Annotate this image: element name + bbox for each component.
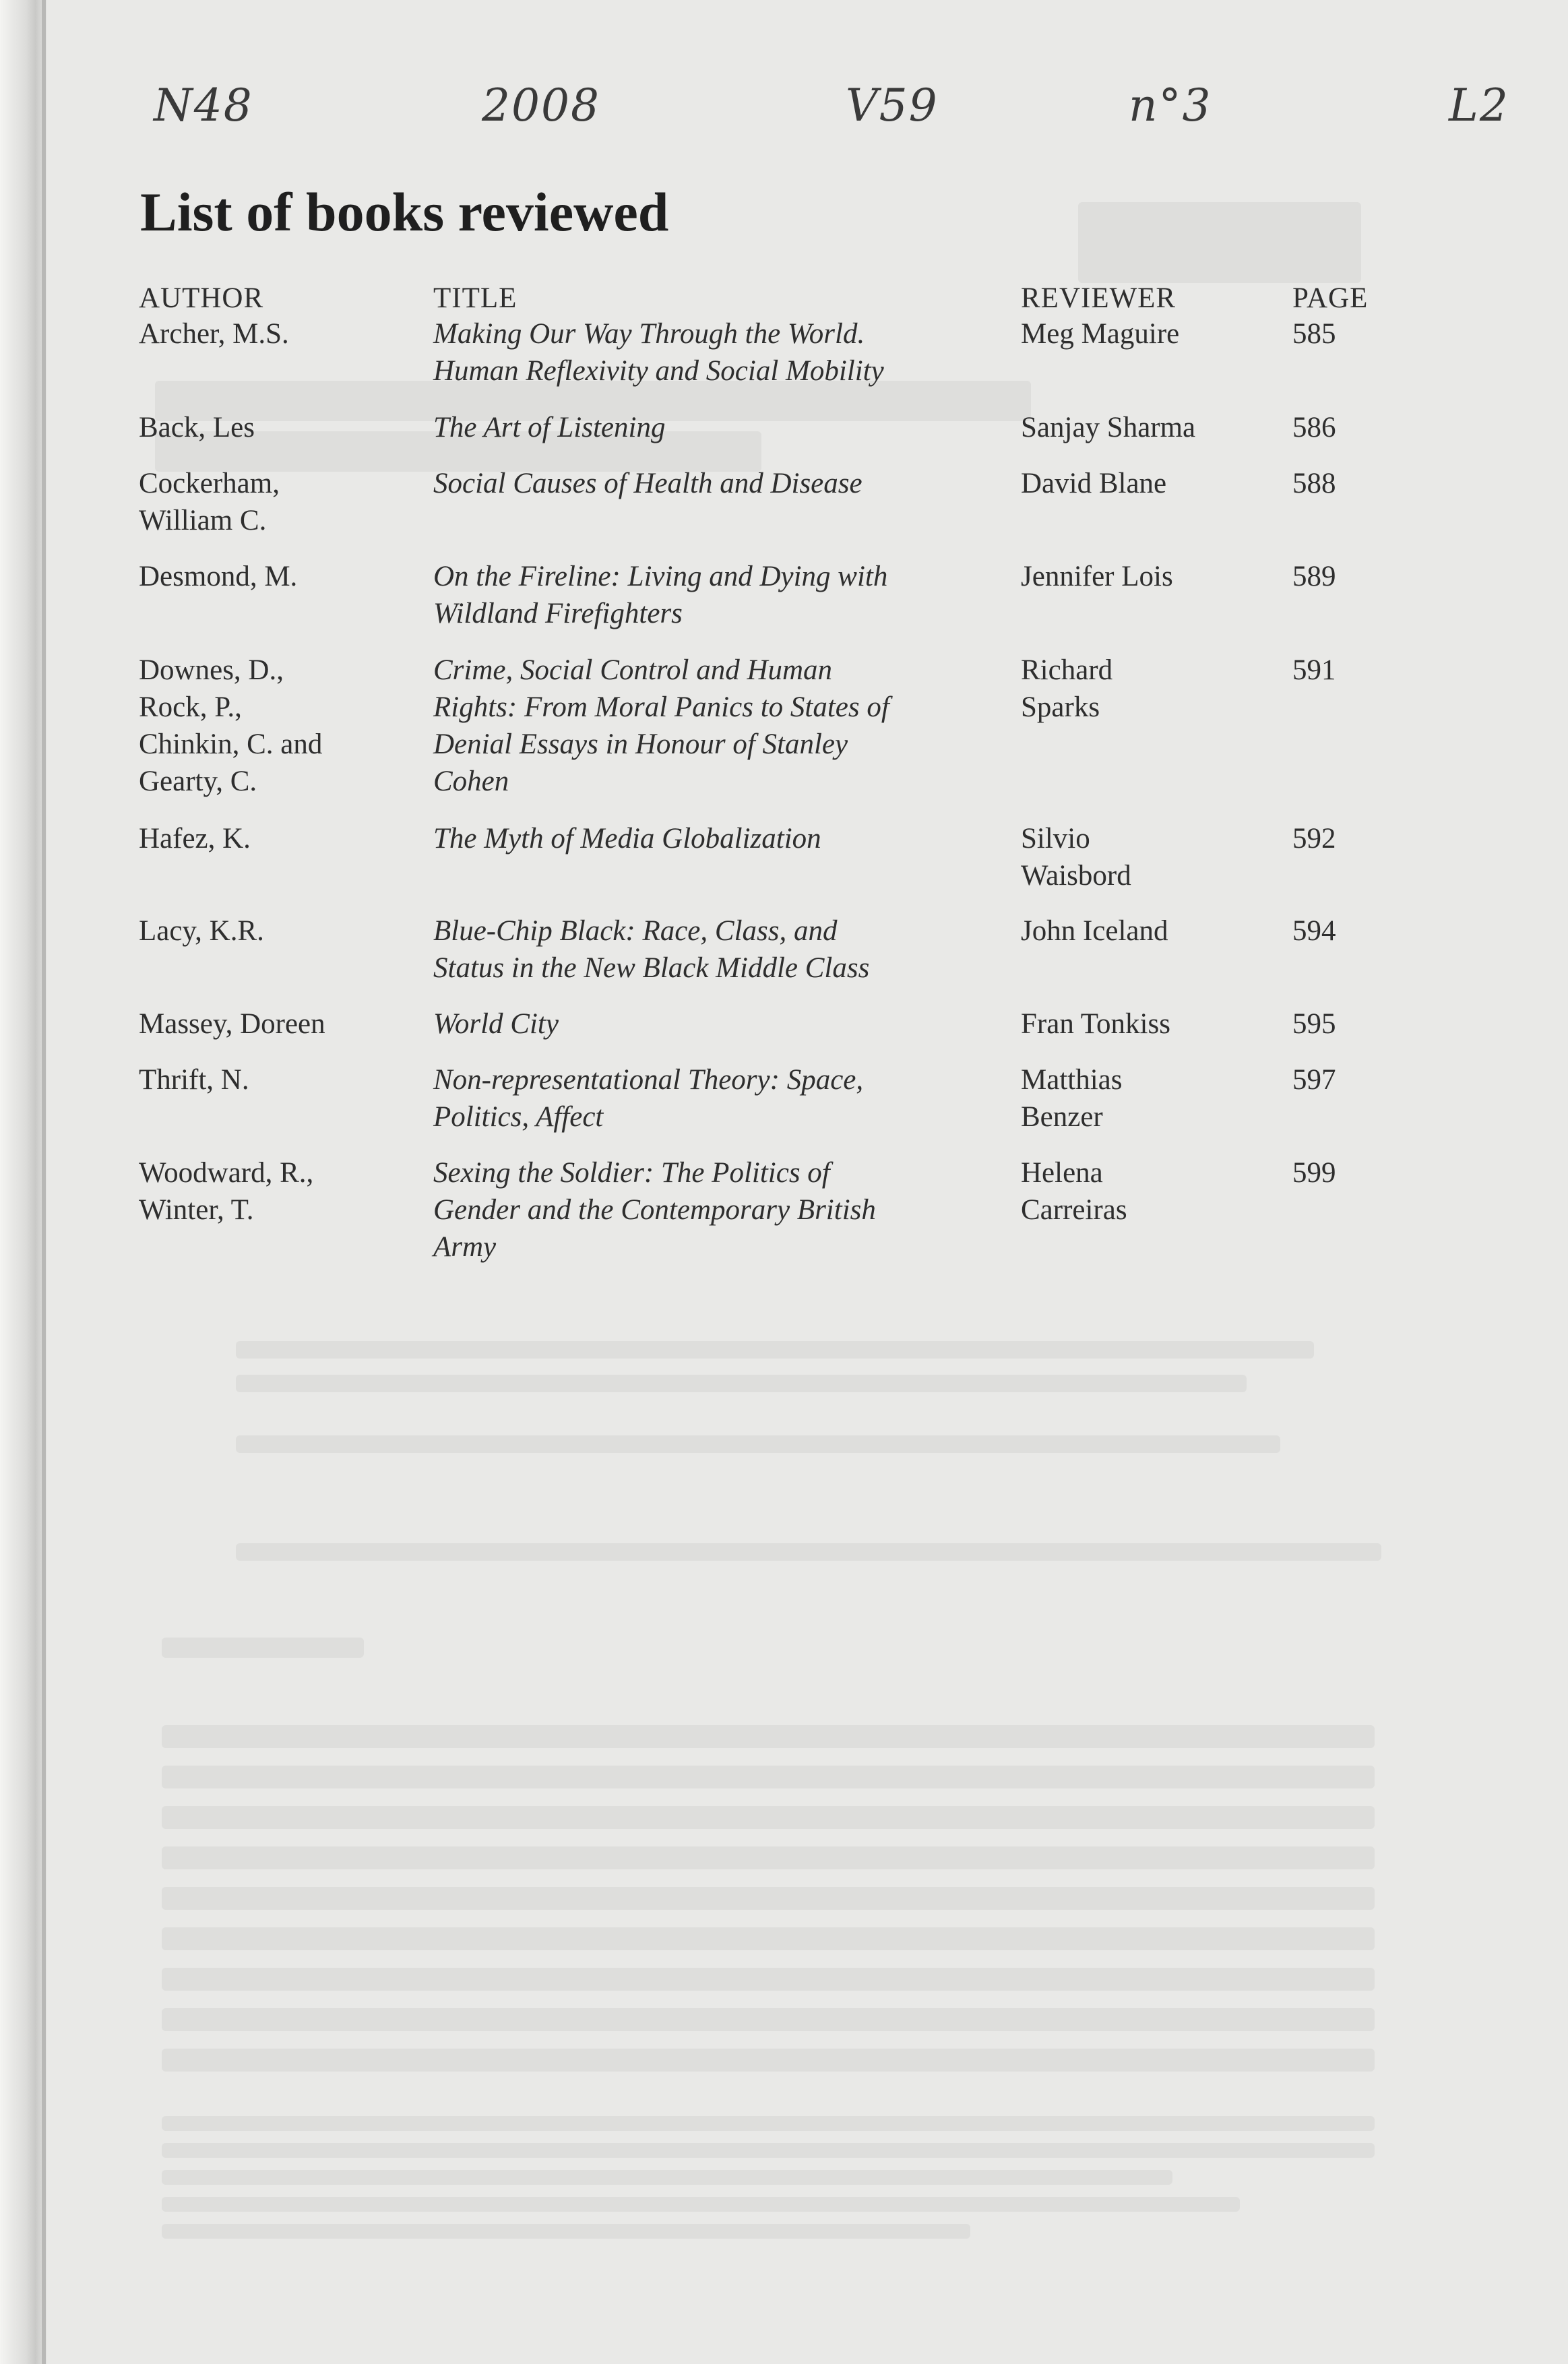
table-row-author: Downes, D., Rock, P., Chinkin, C. and Gearty, C. [139,654,323,797]
table-row-page: 597 [1292,1064,1336,1096]
table-row-author: Woodward, R., Winter, T. [139,1157,314,1226]
table-row-title: The Myth of Media Globalization [433,823,821,854]
table-row-author: Archer, M.S. [139,318,289,350]
page-title: List of books reviewed [140,181,669,243]
table-row-title: Blue-Chip Black: Race, Class, and Status in the New Black Middle Class [433,915,870,984]
table-row-reviewer: Meg Maguire [1021,318,1180,350]
page-binding-shadow [0,0,47,2364]
table-row-title: The Art of Listening [433,412,666,443]
handwritten-note: V59 [846,80,939,131]
table-row-title: Social Causes of Health and Disease [433,468,863,499]
table-row-page: 589 [1292,561,1336,592]
table-row-author: Back, Les [139,412,255,443]
handwritten-note: N48 [154,80,253,131]
column-header-reviewer: REVIEWER [1021,282,1177,314]
page-binding-line [42,0,46,2364]
table-row-page: 592 [1292,823,1336,854]
table-row-title: Crime, Social Control and Human Rights: From Moral Panics to States of Denial Essays in Honour of Stanley Cohen [433,654,889,797]
table-row-reviewer: John Iceland [1021,915,1168,947]
column-header-author: AUTHOR [139,282,264,314]
table-row-author: Desmond, M. [139,561,298,592]
table-row-page: 594 [1292,915,1336,947]
table-row-title: Sexing the Soldier: The Politics of Gender and the Contemporary British Army [433,1157,876,1263]
table-row-title: Making Our Way Through the World. Human Reflexivity and Social Mobility [433,318,884,387]
table-row-reviewer: Helena Carreiras [1021,1157,1127,1226]
table-row-page: 586 [1292,412,1336,443]
table-row-reviewer: Richard Sparks [1021,654,1113,723]
table-row-reviewer: Jennifer Lois [1021,561,1173,592]
table-row-page: 588 [1292,468,1336,499]
handwritten-note: 2008 [482,80,600,131]
table-row-author: Hafez, K. [139,823,251,854]
table-row-page: 585 [1292,318,1336,350]
table-row-title: World City [433,1008,559,1040]
table-row-title: On the Fireline: Living and Dying with Wildland Firefighters [433,561,888,629]
table-row-author: Cockerham, William C. [139,468,280,536]
table-row-page: 595 [1292,1008,1336,1040]
table-row-reviewer: Fran Tonkiss [1021,1008,1170,1040]
table-row-author: Lacy, K.R. [139,915,264,947]
column-header-page: PAGE [1292,282,1369,314]
table-row-page: 599 [1292,1157,1336,1189]
table-row-title: Non-representational Theory: Space, Politics, Affect [433,1064,864,1133]
table-row-author: Thrift, N. [139,1064,249,1096]
table-row-reviewer: Sanjay Sharma [1021,412,1196,443]
table-row-reviewer: Matthias Benzer [1021,1064,1123,1133]
table-row-author: Massey, Doreen [139,1008,325,1040]
table-row-page: 591 [1292,654,1336,686]
handwritten-note: n°3 [1129,80,1212,131]
handwritten-note: L2 [1449,80,1509,131]
column-header-title: TITLE [433,282,518,314]
table-row-reviewer: Silvio Waisbord [1021,823,1131,892]
table-row-reviewer: David Blane [1021,468,1167,499]
